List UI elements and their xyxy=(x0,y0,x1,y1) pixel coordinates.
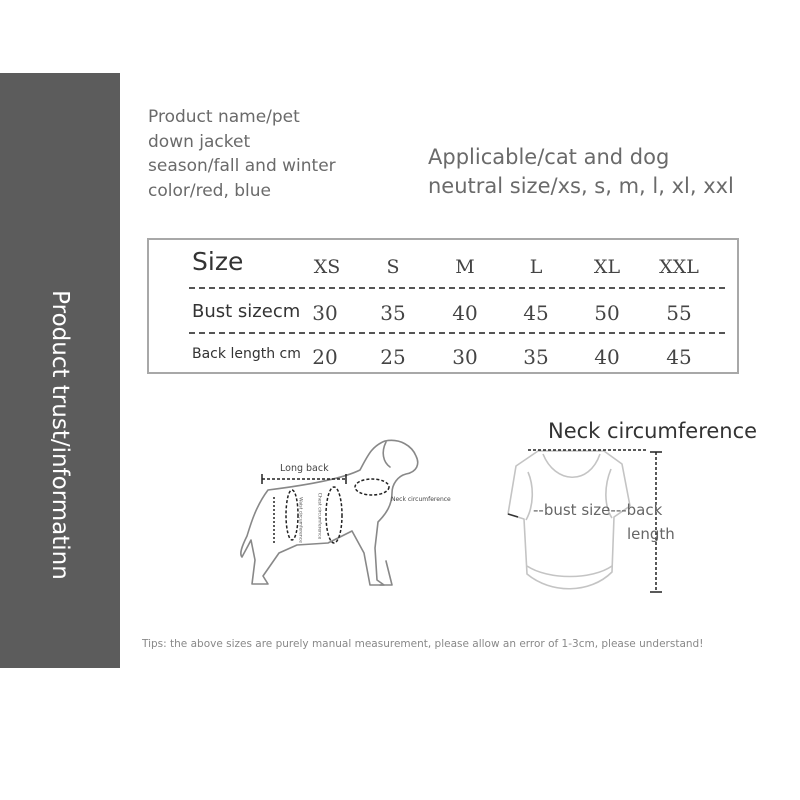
shirt-neck-label: Neck circumference xyxy=(548,419,758,443)
size-header-cell: L xyxy=(529,256,543,278)
back-length-value-cell: 25 xyxy=(380,345,406,369)
size-header-cell: XS xyxy=(313,256,341,278)
back-length-value-cell: 40 xyxy=(594,345,620,369)
bust-value-cell: 50 xyxy=(594,301,620,325)
season-line: season/fall and winter xyxy=(148,156,336,176)
size-header-cell: M xyxy=(455,256,475,278)
dog-measure-markers xyxy=(262,474,389,545)
shirt-measure-markers xyxy=(508,450,662,592)
dog-outline-icon xyxy=(241,440,418,585)
back-length-value-cell: 35 xyxy=(523,345,549,369)
dog-chest-label: Chest circumference xyxy=(316,492,322,540)
back-length-value-cell: 45 xyxy=(666,345,692,369)
size-header-cell: XL xyxy=(593,256,621,278)
back-length-value-cell: 30 xyxy=(452,345,478,369)
color-line: color/red, blue xyxy=(148,180,272,201)
size-header-cell: XXL xyxy=(659,256,699,278)
shirt-bust-label: --bust size---back xyxy=(533,501,663,519)
side-banner-text: Product trust/informatinn xyxy=(47,290,73,580)
bust-value-cell: 45 xyxy=(523,301,549,325)
bust-value-cell: 35 xyxy=(380,301,406,325)
back-length-row-label: Back length cm xyxy=(192,346,301,362)
tips-note: Tips: the above sizes are purely manual measurement, please allow an error of 1-3cm, please understand! xyxy=(142,638,704,650)
product-name-line: Product name/pet xyxy=(148,107,300,127)
back-length-value-cell: 20 xyxy=(312,345,338,369)
product-name-line-2: down jacket xyxy=(148,131,251,152)
dog-waist-label: Waist circumference xyxy=(297,497,303,543)
shirt-back-length-label: length xyxy=(627,525,675,543)
bust-row-label: Bust sizecm xyxy=(192,301,301,322)
dog-long-back-label: Long back xyxy=(280,463,329,474)
size-range-line: neutral size/xs, s, m, l, xl, xxl xyxy=(428,174,734,198)
bust-value-cell: 30 xyxy=(312,301,338,325)
dog-neck-label: Neck circumference xyxy=(391,496,451,503)
bust-value-cell: 40 xyxy=(452,301,478,325)
size-header-cell: S xyxy=(386,256,400,278)
applicable-line: Applicable/cat and dog xyxy=(428,145,670,169)
shirt-outline-icon xyxy=(508,451,630,589)
bust-value-cell: 55 xyxy=(666,301,692,325)
size-header-label: Size xyxy=(192,247,244,276)
